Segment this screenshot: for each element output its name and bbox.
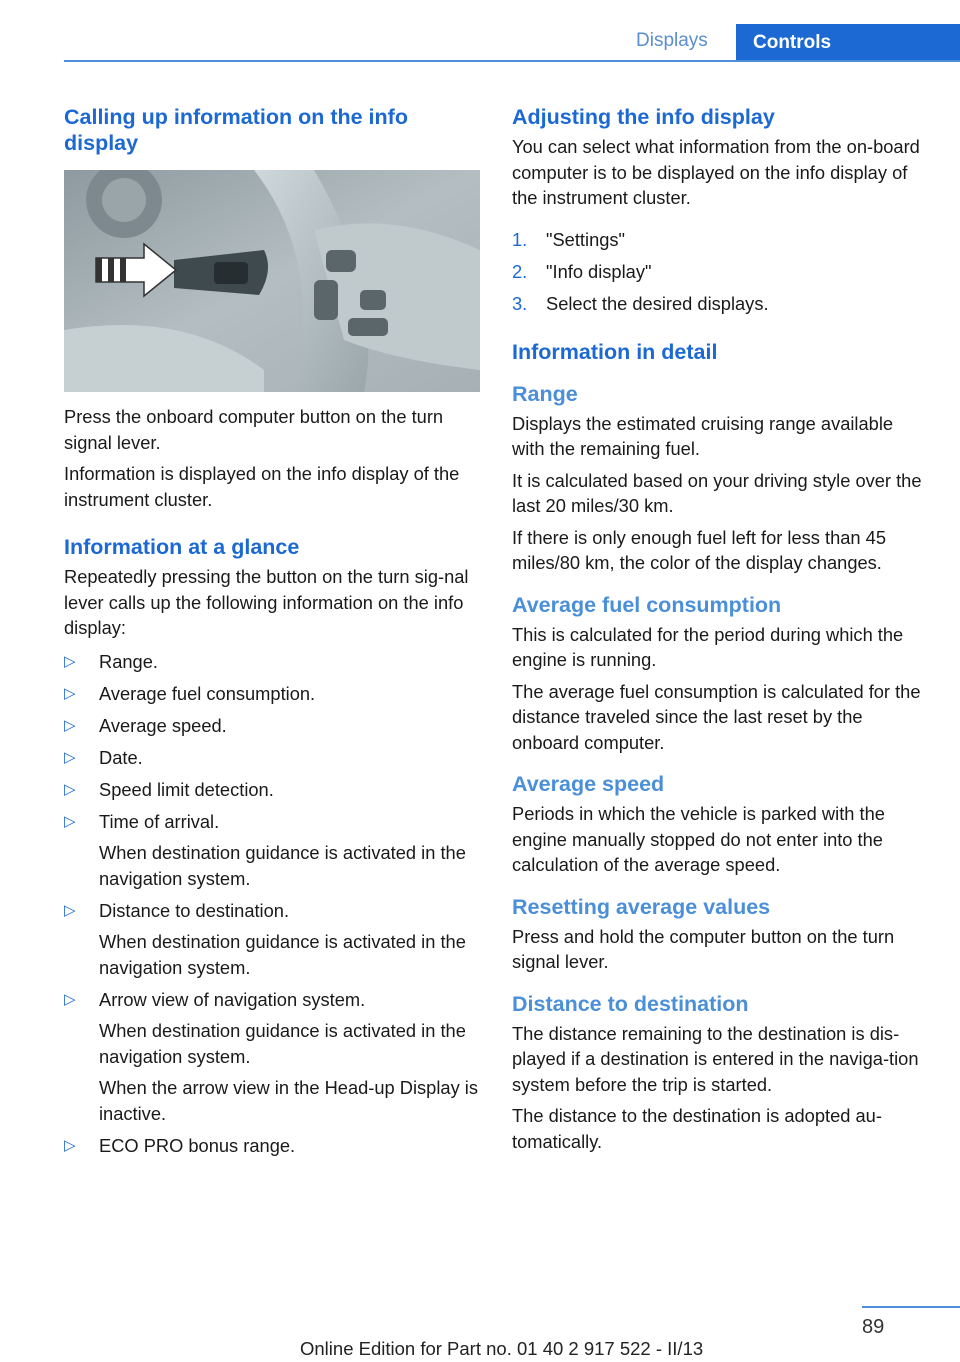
triangle-right-icon: ▷ — [64, 716, 76, 734]
right-title: Adjusting the info display — [512, 105, 775, 129]
triangle-right-icon: ▷ — [64, 1136, 76, 1154]
distance-para-2: The distance to the destination is adopted au-tomatically. — [512, 1105, 882, 1152]
fuel-heading: Average fuel consumption — [512, 592, 782, 617]
left-para-3: Repeatedly pressing the button on the turn sig-nal lever calls up the following information on the info display: — [64, 566, 469, 638]
reset-para-1: Press and hold the computer button on the turn signal lever. — [512, 925, 895, 972]
list-item-note: When destination guidance is activated in the navigation system. — [99, 931, 466, 978]
list-item: ▷ ECO PRO bonus range. — [64, 1133, 482, 1159]
fuel-para-1: This is calculated for the period during which the engine is running. — [512, 623, 904, 670]
range-para-1: Displays the estimated cruising range available with the remaining fuel. — [512, 412, 894, 459]
distance-para-1: The distance remaining to the destination is dis-played if a destination is entered in the naviga-tion system before the trip is started. — [512, 1022, 919, 1095]
steps-list — [512, 227, 930, 317]
step-item: 1. "Settings" — [512, 228, 626, 250]
step-item: 2. "Info display" — [512, 260, 652, 282]
triangle-right-icon: ▷ — [64, 684, 76, 702]
left-heading-2: Information at a glance — [64, 535, 300, 559]
steering-wheel-photo — [64, 170, 480, 392]
triangle-right-icon: ▷ — [64, 901, 76, 919]
page-number: 89 — [862, 1316, 885, 1338]
footer-rule — [862, 1306, 960, 1308]
header-rule — [64, 60, 960, 62]
list-item: ▷ Arrow view of navigation system. When destination guidance is activated in the navigation system. When the arrow view in the Head-up Display is inactive. — [64, 987, 482, 1127]
list-item: ▷ Date. — [64, 745, 482, 771]
triangle-right-icon: ▷ — [64, 990, 76, 1008]
list-item-note: When the arrow view in the Head-up Display is inactive. — [99, 1077, 478, 1124]
list-item-note: When destination guidance is activated in the navigation system. — [99, 1020, 466, 1067]
left-title: Calling up information on the info display — [64, 105, 408, 155]
triangle-right-icon: ▷ — [64, 652, 76, 670]
speed-para-1: Periods in which the vehicle is parked with the engine manually stopped do not enter into the calculation of the average speed. — [512, 803, 885, 875]
triangle-right-icon: ▷ — [64, 812, 76, 830]
edition-footer: Online Edition for Part no. 01 40 2 917 522 - II/13 — [300, 1338, 704, 1359]
left-para-1: Press the onboard computer button on the turn signal lever. — [64, 406, 444, 453]
right-intro: You can select what information from the on-board computer is to be displayed on the info display of the instrument cluster. — [512, 136, 920, 208]
list-item: ▷ Distance to destination. When destination guidance is activated in the navigation system. — [64, 898, 482, 981]
header-chapter-tab: Controls — [736, 24, 960, 62]
range-heading: Range — [512, 381, 578, 406]
range-para-3: If there is only enough fuel left for less than 45 miles/80 km, the color of the display changes. — [512, 526, 886, 573]
list-item: ▷ Speed limit detection. — [64, 777, 482, 803]
triangle-right-icon: ▷ — [64, 780, 76, 798]
header-section-label: Displays — [636, 30, 708, 51]
detail-heading: Information in detail — [512, 339, 718, 364]
range-para-2: It is calculated based on your driving style over the last 20 miles/30 km. — [512, 469, 922, 516]
left-para-2: Information is displayed on the info display of the instrument cluster. — [64, 463, 460, 510]
list-item: ▷ Average speed. — [64, 713, 482, 739]
left-column — [64, 104, 482, 1165]
list-item: ▷ Range. — [64, 649, 482, 675]
info-list — [64, 649, 482, 1159]
list-item-note: When destination guidance is activated in the navigation system. — [99, 842, 466, 889]
list-item: ▷ Time of arrival. When destination guidance is activated in the navigation system. — [64, 809, 482, 892]
triangle-right-icon: ▷ — [64, 748, 76, 766]
right-column — [512, 104, 930, 1154]
speed-heading: Average speed — [512, 772, 665, 796]
reset-heading: Resetting average values — [512, 894, 771, 919]
step-item: 3. Select the desired displays. — [512, 292, 769, 314]
distance-heading: Distance to destination — [512, 991, 749, 1016]
fuel-para-2: The average fuel consumption is calculated for the distance traveled since the last reset by the onboard computer. — [512, 680, 921, 753]
list-item: ▷ Average fuel consumption. — [64, 681, 482, 707]
